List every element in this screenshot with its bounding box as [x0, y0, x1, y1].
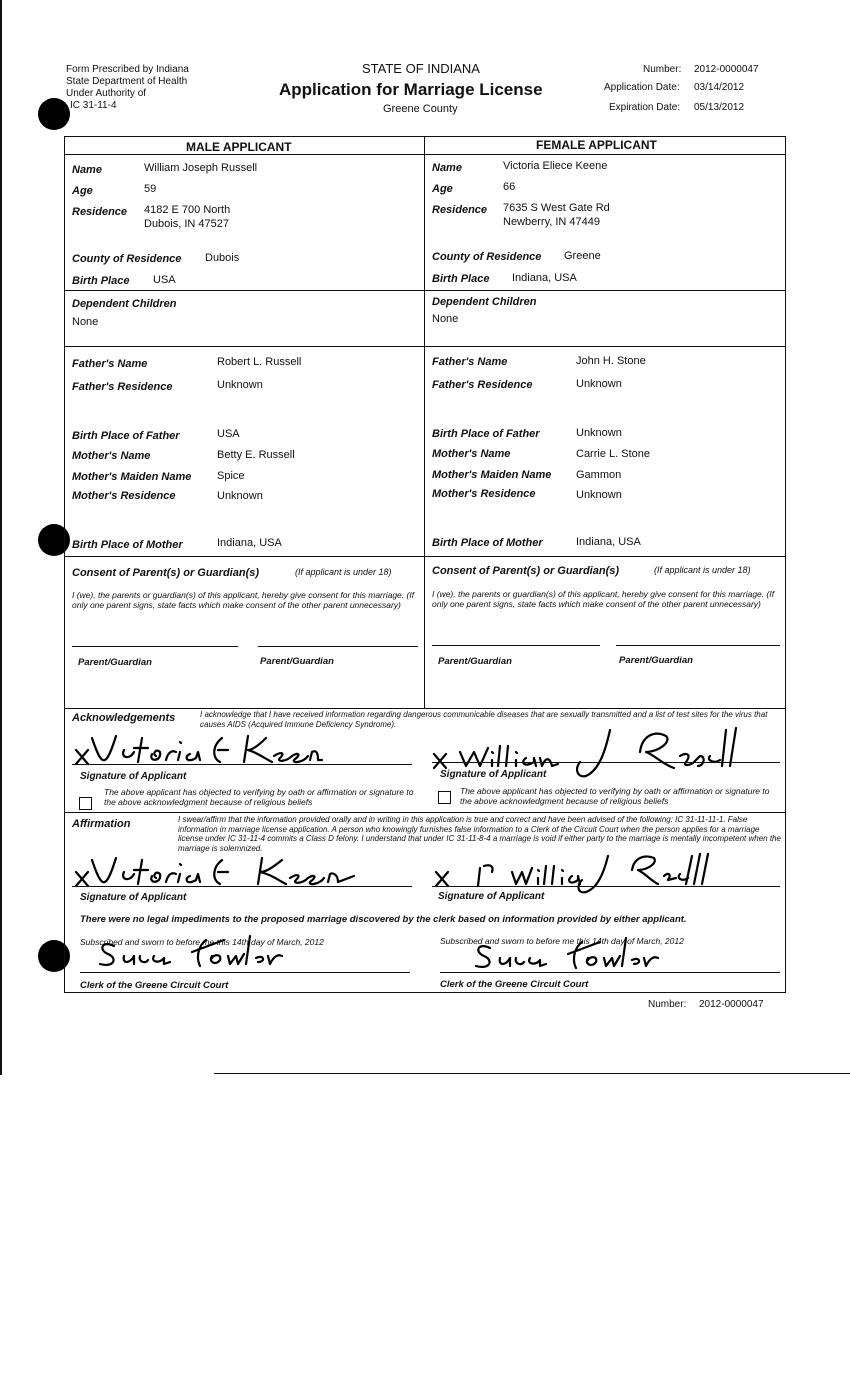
affirm-right-signature-line[interactable] — [432, 886, 780, 887]
female-residence-line1: 7635 S West Gate Rd — [503, 202, 610, 214]
affirm-left-signature-label: Signature of Applicant — [80, 892, 187, 903]
female-age-label: Age — [432, 183, 453, 195]
male-parent-guardian-2-label: Parent/Guardian — [260, 656, 334, 667]
scan-edge — [0, 0, 2, 1075]
prescribed-line: IC 31-11-4 — [70, 100, 117, 111]
male-parent-guardian-1-label: Parent/Guardian — [78, 657, 152, 668]
female-county-label: County of Residence — [432, 251, 542, 263]
male-name-value: William Joseph Russell — [144, 162, 258, 174]
female-name-value: Victoria Eliece Keene — [503, 160, 608, 172]
application-date-label: Application Date: — [604, 82, 680, 93]
right-subscribed-text: Subscribed and sworn to before me this 14th day of March, 2012 — [440, 936, 684, 946]
female-mother-residence-value: Unknown — [576, 489, 622, 501]
female-age-value: 66 — [503, 181, 516, 193]
male-mother-birthplace-label: Birth Place of Mother — [72, 539, 183, 551]
right-clerk-line[interactable] — [440, 972, 780, 973]
male-consent-title: Consent of Parent(s) or Guardian(s) — [72, 567, 260, 579]
male-father-birthplace-value: USA — [217, 428, 240, 440]
male-mother-maiden-label: Mother's Maiden Name — [72, 471, 192, 483]
divider-acknowledgements — [64, 708, 786, 709]
signature-clerk-susan-fowler-left — [94, 932, 284, 972]
state-heading: STATE OF INDIANA — [362, 61, 480, 76]
ack-left-signature-label: Signature of Applicant — [80, 771, 187, 782]
number-label: Number: — [643, 64, 682, 75]
male-objected-text: The above applicant has objected to verifying by oath or affirmation or signature to the above acknowledgment because of religious beliefs — [104, 787, 414, 807]
female-dependents-label: Dependent Children — [432, 296, 537, 308]
male-father-name-value: Robert L. Russell — [217, 356, 302, 368]
male-birthplace-value: USA — [153, 274, 176, 286]
female-name-label: Name — [432, 162, 462, 174]
ack-right-signature-label: Signature of Applicant — [440, 769, 547, 780]
affirm-right-signature-label: Signature of Applicant — [438, 891, 545, 902]
divider-dependents — [64, 290, 786, 291]
male-parent-line-1[interactable] — [72, 646, 238, 647]
female-father-residence-label: Father's Residence — [432, 379, 533, 391]
male-father-birthplace-label: Birth Place of Father — [72, 430, 180, 442]
center-divider — [424, 136, 425, 708]
male-residence-label: Residence — [72, 206, 128, 218]
male-age-label: Age — [72, 185, 93, 197]
male-mother-name-label: Mother's Name — [72, 450, 151, 462]
male-consent-note: (If applicant is under 18) — [295, 567, 392, 577]
footer-number-label: Number: — [648, 999, 687, 1010]
divider-parents — [64, 346, 786, 347]
male-mother-residence-label: Mother's Residence — [72, 490, 176, 502]
female-consent-title: Consent of Parent(s) or Guardian(s) — [432, 565, 620, 577]
female-father-name-value: John H. Stone — [576, 355, 646, 367]
male-applicant-heading: MALE APPLICANT — [186, 140, 292, 154]
male-dependents-label: Dependent Children — [72, 298, 177, 310]
male-dependents-value: None — [72, 316, 99, 328]
expiration-date-value: 05/13/2012 — [694, 102, 745, 113]
male-mother-maiden-value: Spice — [217, 470, 245, 482]
female-county-value: Greene — [564, 250, 601, 262]
header-prescribed — [66, 64, 189, 112]
male-father-residence-value: Unknown — [217, 379, 263, 391]
female-residence-label: Residence — [432, 204, 488, 216]
female-mother-maiden-value: Gammon — [576, 469, 622, 481]
female-dependents-value: None — [432, 313, 459, 325]
county-heading: Greene County — [383, 103, 458, 115]
female-mother-maiden-label: Mother's Maiden Name — [432, 469, 552, 481]
right-clerk-label: Clerk of the Greene Circuit Court — [440, 979, 589, 990]
female-father-name-label: Father's Name — [432, 356, 508, 368]
footer-number-value: 2012-0000047 — [699, 999, 764, 1010]
male-father-name-label: Father's Name — [72, 358, 148, 370]
female-residence-line2: Newberry, IN 47449 — [503, 216, 601, 228]
female-father-birthplace-label: Birth Place of Father — [432, 428, 540, 440]
affirm-left-signature-line[interactable] — [72, 886, 412, 887]
ack-left-signature-line[interactable] — [72, 764, 412, 765]
female-mother-name-value: Carrie L. Stone — [576, 448, 650, 460]
female-applicant-heading: FEMALE APPLICANT — [536, 138, 657, 152]
female-consent-note: (If applicant is under 18) — [654, 565, 751, 575]
affirmation-title: Affirmation — [72, 818, 131, 830]
scan-bottom-edge — [214, 1073, 850, 1074]
female-parent-line-1[interactable] — [432, 645, 600, 646]
male-age-value: 59 — [144, 183, 157, 195]
prescribed-line: Form Prescribed by Indiana — [66, 64, 189, 75]
male-residence-line2: Dubois, IN 47527 — [144, 218, 229, 230]
prescribed-line: Under Authority of — [66, 88, 147, 99]
page-title: Application for Marriage License — [279, 80, 543, 99]
female-father-residence-value: Unknown — [576, 378, 622, 390]
male-mother-name-value: Betty E. Russell — [217, 449, 295, 461]
male-objected-checkbox[interactable] — [79, 797, 92, 810]
female-parent-guardian-2-label: Parent/Guardian — [619, 655, 693, 666]
female-birthplace-value: Indiana, USA — [512, 272, 577, 284]
left-subscribed-text: Subscribed and sworn to before me this 14th day of March, 2012 — [80, 937, 324, 947]
divider-affirmation — [64, 812, 786, 813]
acknowledgements-text: I acknowledge that I have received information regarding dangerous communicable diseases that are sexually transmitted and a list of test sites for the virus that causes AIDS (Acquired Immune Deficiency Syndrome). — [200, 710, 768, 729]
female-mother-name-label: Mother's Name — [432, 448, 511, 460]
heading-underline — [64, 154, 786, 155]
affirmation-text: I swear/affirm that the information provided orally and in writing in this application is true and correct and have been advised of the following: IC 31-11-11-1. False information in marriage license application. A person who knowingly furnishes false information to a Clerk of the Circuit Court when the person applies for a marriage license under IC 31-11-4 commits a Class D felony. I understand that under IC 31-11-8-4 a marriage is void if either party to the marriage is mentally incompetent when the marriage is solemnized. — [178, 815, 781, 853]
female-consent-text: I (we), the parents or guardian(s) of this applicant, hereby give consent for this marriage. (If only one parent signs, state facts which make consent of the other parent unnecessary) — [432, 589, 775, 609]
no-impediments-statement: There were no legal impediments to the proposed marriage discovered by the clerk based on information provided by either applicant. — [80, 914, 687, 925]
left-clerk-label: Clerk of the Greene Circuit Court — [80, 980, 229, 991]
male-mother-birthplace-value: Indiana, USA — [217, 537, 282, 549]
female-objected-checkbox[interactable] — [438, 791, 451, 804]
female-mother-residence-label: Mother's Residence — [432, 488, 536, 500]
male-name-label: Name — [72, 164, 102, 176]
expiration-date-label: Expiration Date: — [609, 102, 681, 113]
female-father-birthplace-value: Unknown — [576, 427, 622, 439]
divider-consent — [64, 556, 786, 557]
signature-william-russell-affirm — [432, 850, 732, 894]
male-residence-line1: 4182 E 700 North — [144, 204, 231, 216]
male-birthplace-label: Birth Place — [72, 275, 130, 287]
left-clerk-line[interactable] — [80, 972, 410, 973]
signature-victoria-keene-affirm — [72, 854, 362, 894]
female-objected-text: The above applicant has objected to verifying by oath or affirmation or signature to the above acknowledgment because of religious beliefs — [460, 786, 770, 806]
male-mother-residence-value: Unknown — [217, 490, 263, 502]
male-county-label: County of Residence — [72, 253, 182, 265]
male-father-residence-label: Father's Residence — [72, 381, 173, 393]
female-mother-birthplace-value: Indiana, USA — [576, 536, 641, 548]
male-consent-text: I (we), the parents or guardian(s) of this applicant, hereby give consent for this marriage. (If only one parent signs, state facts which make consent of the other parent unnecessary) — [72, 590, 415, 610]
signature-clerk-susan-fowler-right — [470, 934, 660, 974]
male-county-value: Dubois — [205, 252, 240, 264]
female-mother-birthplace-label: Birth Place of Mother — [432, 537, 543, 549]
female-birthplace-label: Birth Place — [432, 273, 490, 285]
number-value: 2012-0000047 — [694, 64, 759, 75]
acknowledgements-title: Acknowledgements — [72, 712, 176, 724]
female-parent-line-2[interactable] — [616, 645, 780, 646]
ack-right-signature-line[interactable] — [432, 762, 780, 763]
prescribed-line: State Department of Health — [66, 76, 188, 87]
signature-victoria-keene-ack — [72, 728, 332, 772]
female-parent-guardian-1-label: Parent/Guardian — [438, 656, 512, 667]
application-date-value: 03/14/2012 — [694, 82, 745, 93]
male-parent-line-2[interactable] — [258, 646, 418, 647]
